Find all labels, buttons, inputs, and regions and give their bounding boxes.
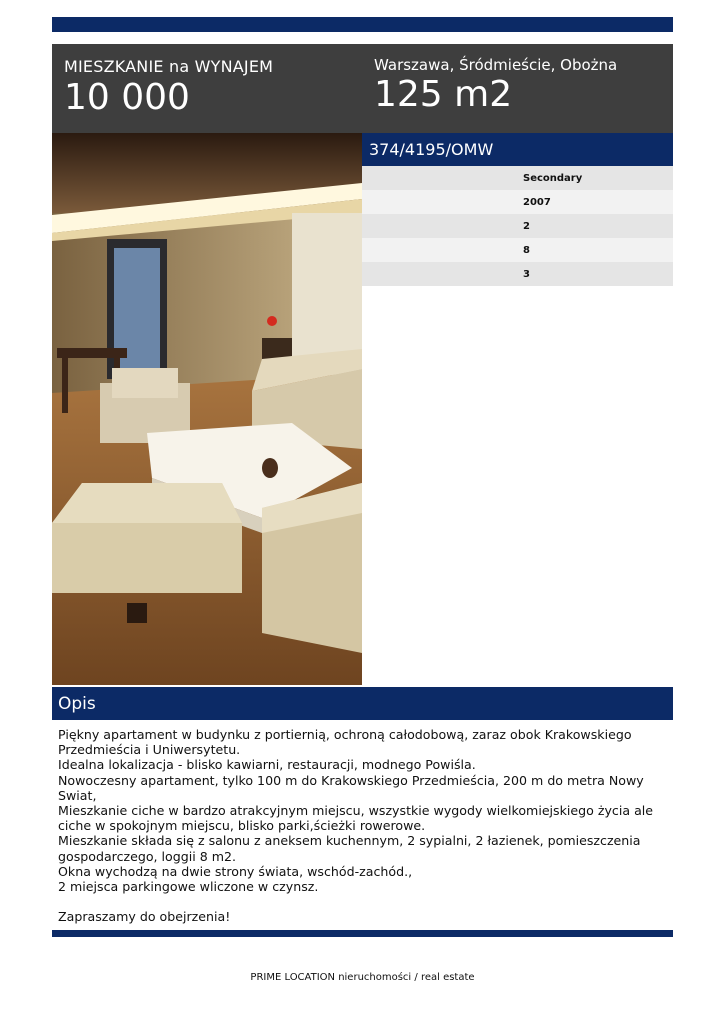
param-value: 3 xyxy=(523,269,530,280)
param-row xyxy=(362,214,673,238)
description-line: Idealna lokalizacja - blisko kawiarni, restauracji, modnego Powiśla. xyxy=(58,757,476,773)
param-row xyxy=(362,166,673,190)
description-title: Opis xyxy=(58,694,96,714)
description-line: Okna wychodzą na dwie strony świata, wschód-zachód., xyxy=(58,863,413,879)
description-line: Przedmieścia i Uniwersytetu. xyxy=(58,742,241,758)
top-accent-bar xyxy=(52,17,673,32)
description-line: 2 miejsca parkingowe wliczone w czynsz. xyxy=(58,879,319,895)
reference-number: 374/4195/OMW xyxy=(369,140,494,159)
listing-location: Warszawa, Śródmieście, Obożna xyxy=(374,56,618,74)
param-value: 8 xyxy=(523,245,530,256)
params-table xyxy=(362,166,673,286)
description-line: ciche w spokojnym miejscu, blisko parki,ścieżki rowerowe. xyxy=(58,818,426,834)
param-value: 2 xyxy=(523,221,530,232)
param-row xyxy=(362,262,673,286)
param-row xyxy=(362,190,673,214)
description-line: Zapraszamy do obejrzenia! xyxy=(58,909,231,925)
param-row xyxy=(362,238,673,262)
footer-text: PRIME LOCATION nieruchomości / real estate xyxy=(250,972,475,983)
listing-area: 125 m2 xyxy=(374,74,513,115)
description-text xyxy=(58,727,670,925)
apartment-photo xyxy=(52,133,362,685)
param-value: Secondary xyxy=(523,173,583,184)
listing-type: MIESZKANIE na WYNAJEM xyxy=(64,57,274,76)
description-line: Mieszkanie składa się z salonu z aneksem kuchennym, 2 sypialni, 2 łazienek, pomieszczenia xyxy=(58,833,641,849)
description-line: Mieszkanie ciche w bardzo atrakcyjnym miejscu, wszystkie wygody wielkomiejskiego życia ale xyxy=(58,803,654,819)
reference-bar xyxy=(362,133,673,166)
description-line xyxy=(58,894,670,909)
bottom-accent-bar xyxy=(52,930,673,937)
description-line: Piękny apartament w budynku z portiernią, ochroną całodobową, zaraz obok Krakowskiego xyxy=(58,727,632,742)
description-header xyxy=(52,687,673,720)
description-line: Nowoczesny apartament, tylko 100 m do Krakowskiego Przedmieścia, 200 m do metra Nowy Swiat, xyxy=(58,772,644,803)
listing-price: 10 000 xyxy=(64,77,190,118)
description-line: gospodarczego, loggii 8 m2. xyxy=(58,848,237,864)
listing-header xyxy=(52,44,673,133)
param-value: 2007 xyxy=(523,197,551,208)
